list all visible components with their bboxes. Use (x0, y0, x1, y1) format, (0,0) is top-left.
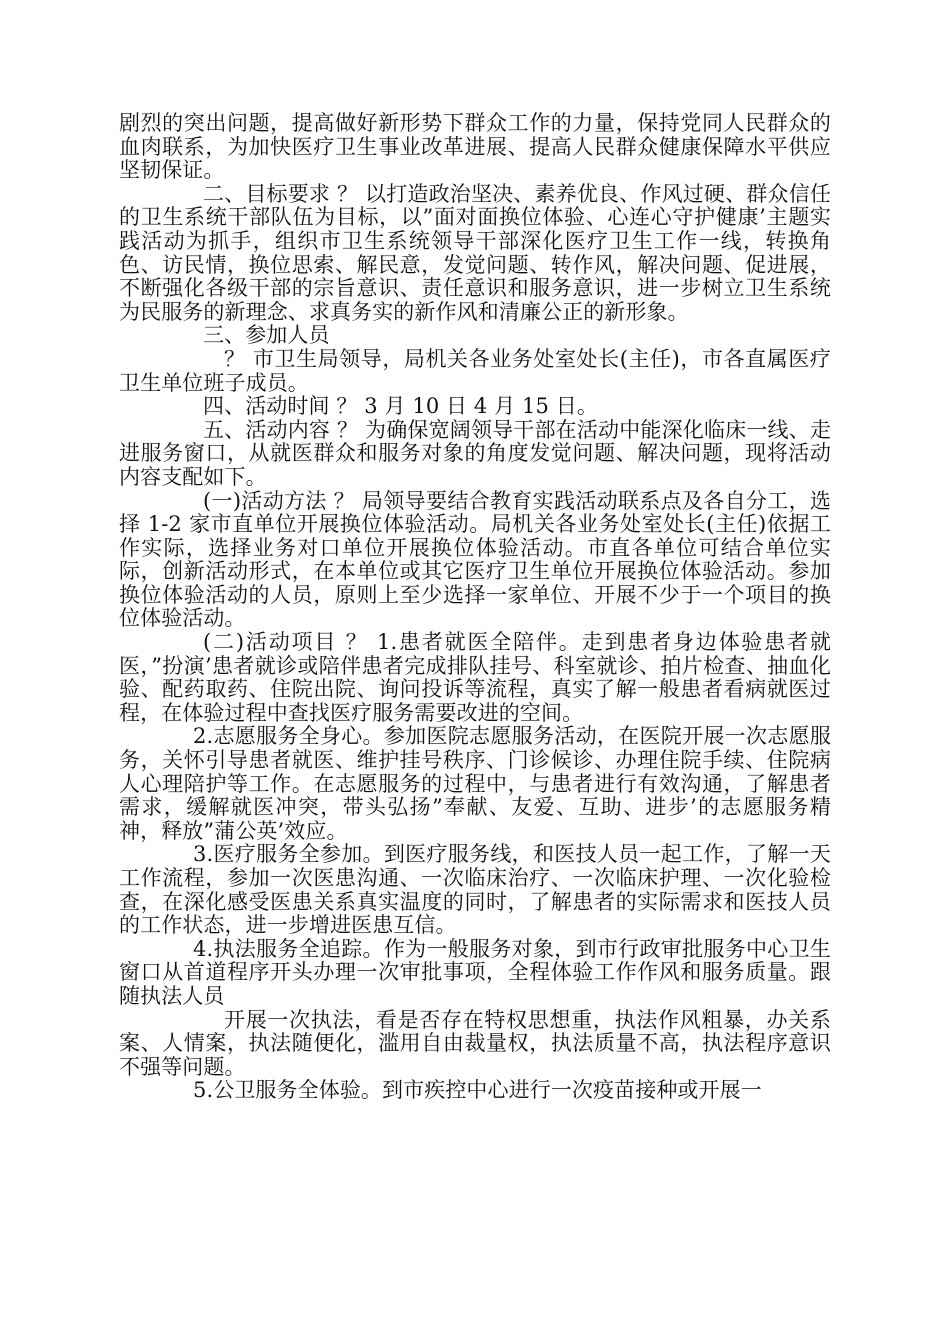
paragraph-volunteer-service: 2.志愿服务全身心。参加医院志愿服务活动，在医院开展一次志愿服务，关怀引导患者就医、维护挂号秩序、门诊候诊、办理住院手续、住院病人心理陪护等工作。在志愿服务的过程中，与患者进行有效沟通，了解患者需求，缓解就医冲突，带头弘扬”奉献、友爱、互助、进步’的志愿服务精神，释放”蒲公英’效应。 (119, 724, 831, 843)
paragraph-participants-heading: 三、参加人员 (203, 323, 330, 348)
paragraph-target-requirements: 二、目标要求 ？ 以打造政治坚决、素养优良、作风过硬、群众信任的卫生系统干部队伍为目标，以”面对面换位体验、心连心守护健康’主题实践活动为抓手，组织市卫生系统领导干部深化医疗卫生工作一线，转换角色、访民情，换位思索、解民意，发觉问题、转作风，解决问题、促进展，不断强化各级干部的宗旨意识、责任意识和服务意识，进一步树立卫生系统为民服务的新理念、求真务实的新作风和清廉公正的新形象。 (119, 181, 831, 324)
paragraph-participants: ？ 市卫生局领导，局机关各业务处室处长(主任)，市各直属医疗卫生单位班子成员。 (119, 346, 831, 395)
paragraph-medical-service: 3.医疗服务全参加。到医疗服务线，和医技人员一起工作，了解一天工作流程，参加一次医患沟通、一次临床治疗、一次临床护理、一次化验检查，在深化感受医患关系真实温度的同时，了解患者的实际需求和医技人员的工作状态，进一步增进医患互信。 (119, 842, 831, 938)
document-body (119, 112, 831, 1103)
paragraph-activity-content: 五、活动内容 ？ 为确保宽阔领导干部在活动中能深化临床一线、走进服务窗口，从就医群众和服务对象的角度发觉问题、解决问题，现将活动内容支配如下。 (119, 417, 831, 489)
paragraph-1: 剧烈的突出问题，提高做好新形势下群众工作的力量，保持党同人民群众的血肉联系，为加快医疗卫生事业改革进展、提高人民群众健康保障水平供应坚韧保证。 (119, 111, 831, 183)
paragraph-public-health: 5.公卫服务全体验。到市疾控中心进行一次疫苗接种或开展一 (193, 1078, 762, 1103)
paragraph-activity-method: (一)活动方法 ？ 局领导要结合教育实践活动联系点及各自分工，选择 1-2 家市直单位开展换位体验活动。局机关各业务处室处长(主任)依据工作实际，选择业务对口单位开展换位体验活动。市直各单位可结合单位实际，创新活动形式，在本单位或其它医疗卫生单位开展换位体验活动。参加换位体验活动的人员，原则上至少选择一家单位、开展不少于一个项目的换位体验活动。 (119, 488, 831, 631)
paragraph-activity-time: 四、活动时间 ？ 3 月 10 日 4 月 15 日。 (203, 394, 598, 419)
paragraph-law-enforcement-cont: 开展一次执法，看是否存在特权思想重，执法作风粗暴，办关系案、人情案，执法随便化，滥用自由裁量权，执法质量不高，执法程序意识不强等问题。 (119, 1007, 831, 1079)
paragraph-activity-projects: (二)活动项目 ？ 1.患者就医全陪伴。走到患者身边体验患者就医，”扮演’患者就诊或陪伴患者完成排队挂号、科室就诊、拍片检查、抽血化验、配药取药、住院出院、询问投诉等流程，真实了解一般患者看病就医过程，在体验过程中查找医疗服务需要改进的空间。 (119, 630, 831, 725)
paragraph-law-enforcement: 4.执法服务全追踪。作为一般服务对象，到市行政审批服务中心卫生窗口从首道程序开头办理一次审批事项，全程体验工作作风和服务质量。跟随执法人员 (119, 936, 831, 1008)
